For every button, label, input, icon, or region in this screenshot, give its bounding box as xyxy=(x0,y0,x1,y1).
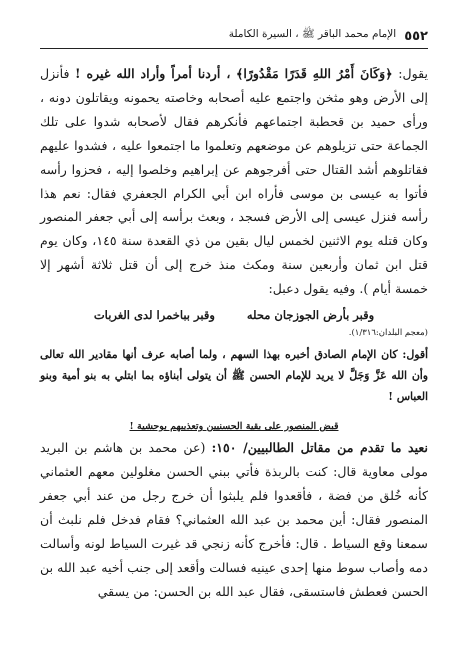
page-header xyxy=(40,20,428,49)
author-note: أقول: كان الإمام الصادق أخبره بهذا السهم ، ولما أصابه عرف أنها مقادير الله تعالى وأن الله عَزَّ وَجَلَّ لا يريد للإمام الحسن ﷺ أن يتولى أبناؤه بما ابتلي به بنو أمية وبنو العباس ! xyxy=(40,348,428,404)
paragraph-1-text: فأنزل إلى الأرض وهو مثخن واجتمع عليه أصحابه وخاصته يحمونه ويقاتلون دونه ، ورأى حميد بن قحطبة اجتماعهم فأنكرهم فقال لأصحابه شدوا على تلك الجماعة حتى تزيلوهم عن موضعهم وتعلموا ما اجتمعوا عليه ، فشدوا عليهم فقاتلوهم أشد القتال حتى أفرجوهم عن إبراهيم وخلصوا إليه ، فحزوا رأسه فأتوا به عيسى بن موسى فأراه ابن أبي الكرام الجعفري فقال: نعم هذا رأسه فنزل عيسى إلى الأرض فسجد ، وبعث برأسه إلى أبي جعفر المنصور وكان قتله يوم الاثنين لخمس ليال بقين من ذي القعدة سنة ١٤٥، وكان يوم قتل ابن ثمان وأربعين سنة ومكث منذ خرج إلى أن قتل ثلاثة أشهر إلا خمسة أيام ). وفيه يقول دعبل: xyxy=(40,66,428,297)
section-heading: قبض المنصور على بقية الحسنيين وتعذيبهم بوحشية ! xyxy=(129,421,339,433)
paragraph-2-text: (عن محمد بن هاشم بن البريد مولى معاوية قال: كنت بالربذة فأتي ببني الحسن مغلولين معهم العثماني كأنه خُلق من فضة ، فأقعدوا فلم يلبثوا أن خرج رجل من عند أبي جعفر المنصور فقال: أين محمد بن عبد الله العثماني؟ فقام فدخل فلم نلبث أن سمعنا وقع السياط . قال: فأخرج كأنه زنجي قد غيرت السياط لونه وأسالت دمه وأصاب سوط منها إحدى عينيه فسالت وأقعد إلى جنب أخيه عبد الله بن الحسن فعطش فاستسقى، فقال عبد الله بن الحسن: من يسقي xyxy=(40,440,428,599)
paragraph-1-emphasis: ، أردنا أمراً وأراد الله غيره ! xyxy=(75,66,231,81)
paragraph-1 xyxy=(40,62,428,301)
verse-hemistich-1: وقبر بأرض الجوزجان محله xyxy=(246,308,375,323)
verse-hemistich-2: وقبر بباخمرا لدى الغربات xyxy=(93,308,215,323)
page-number: ٥٥٢ xyxy=(404,29,428,44)
poem-verse xyxy=(40,308,428,322)
running-title: الإمام محمد الباقر ﷺ ، السيرة الكاملة xyxy=(228,28,397,40)
quran-quote: ﴿وَكَانَ أَمْرُ اللهِ قَدَرًا مَقْدُورًا﴾ xyxy=(235,66,393,81)
paragraph-1-lead: يقول: xyxy=(398,66,428,81)
citation-reference: (معجم البلدان:١/٣١٦). xyxy=(348,328,428,339)
paragraph-2 xyxy=(40,436,428,603)
paragraph-2-lead: نعيد ما تقدم من مقاتل الطالبيين/ ١٥٠: xyxy=(211,440,428,456)
page-body xyxy=(40,62,428,603)
